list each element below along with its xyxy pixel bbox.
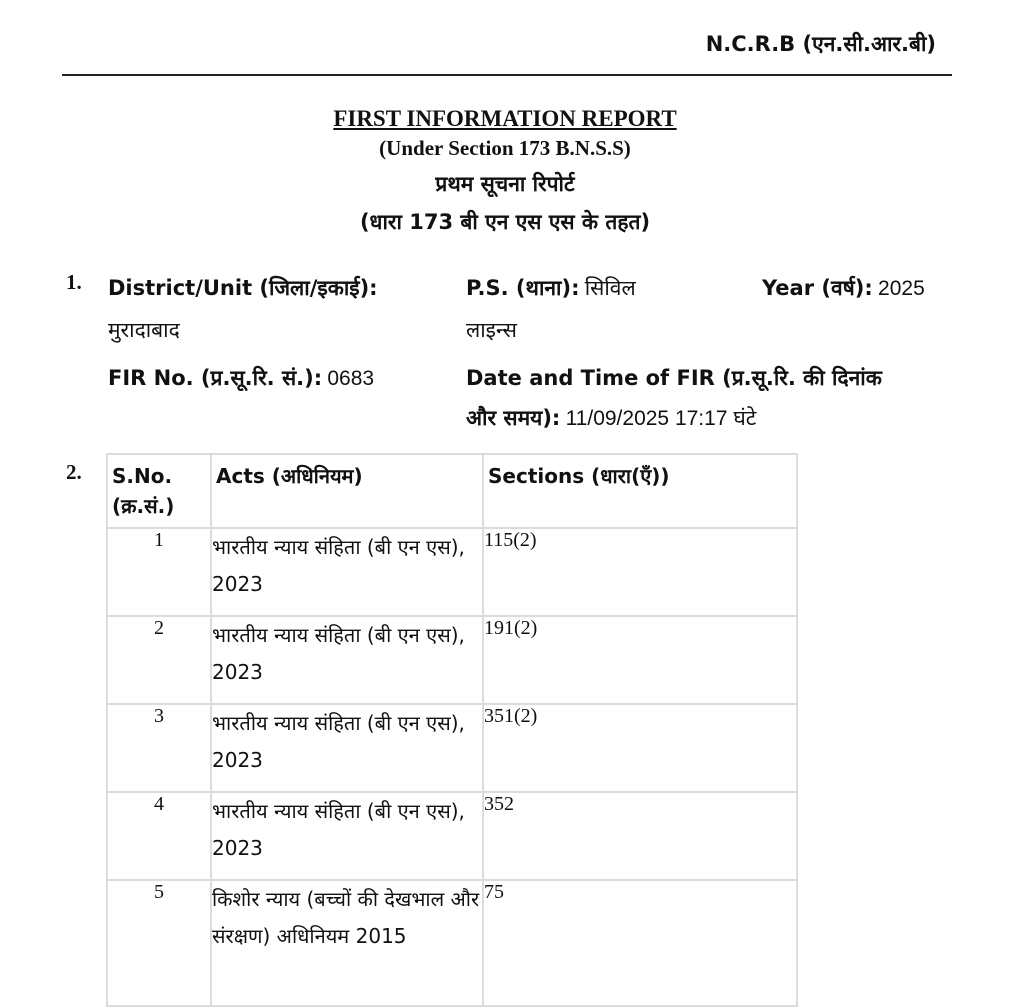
year-field — [762, 268, 925, 309]
row-act: भारतीय न्याय संहिता (बी एन एस), 2023 — [211, 528, 483, 616]
fir-number-field — [108, 358, 374, 399]
row-section: 351(2) — [483, 704, 797, 792]
table-row — [107, 704, 797, 792]
row-act: भारतीय न्याय संहिता (बी एन एस), 2023 — [211, 704, 483, 792]
district-label — [108, 268, 378, 308]
row-act: भारतीय न्याय संहिता (बी एन एस), 2023 — [211, 792, 483, 880]
table-header-row — [107, 454, 797, 528]
table-row — [107, 792, 797, 880]
fir-datetime-line2 — [466, 398, 756, 439]
fir-number-value: 0683 — [327, 367, 375, 390]
table-row — [107, 528, 797, 616]
year-value: 2025 — [878, 277, 925, 300]
row-act: भारतीय न्याय संहिता (बी एन एस), 2023 — [211, 616, 483, 704]
row-sno: 3 — [107, 704, 211, 792]
col-header-acts: Acts (अधिनियम) — [211, 454, 483, 528]
row-section: 115(2) — [483, 528, 797, 616]
row-section: 352 — [483, 792, 797, 880]
row-sno: 5 — [107, 880, 211, 1006]
ps-value-line2: लाइन्स — [466, 318, 517, 342]
fir-number-label: FIR No. (प्र.सू.रि. सं.): — [108, 366, 323, 390]
year-label: Year (वर्ष): — [762, 276, 873, 300]
report-section-hindi: (धारा 173 बी एन एस एस के तहत) — [359, 210, 651, 234]
acts-sections-table — [106, 453, 798, 1007]
report-under-section: (Under Section 173 B.N.S.S) — [379, 136, 631, 160]
fir-datetime-label-line1 — [466, 358, 882, 398]
report-title: FIRST INFORMATION REPORT — [333, 106, 677, 131]
row-section: 75 — [483, 880, 797, 1006]
report-title-hindi: प्रथम सूचना रिपोर्ट — [435, 172, 575, 196]
fir-datetime-label: Date and Time of FIR (प्र.सू.रि. की दिनांक — [466, 366, 882, 390]
row-sno: 4 — [107, 792, 211, 880]
row-sno: 1 — [107, 528, 211, 616]
section-1-number: 1. — [66, 270, 82, 294]
table-row — [107, 616, 797, 704]
ps-label-text: P.S. (थाना): — [466, 276, 580, 300]
section-2-number: 2. — [66, 460, 82, 484]
table-row — [107, 880, 797, 1006]
ncrb-code: N.C.R.B (एन.सी.आर.बी) — [705, 32, 936, 56]
fir-datetime-label-2: और समय): — [466, 406, 561, 430]
header-divider — [62, 74, 952, 76]
row-act: किशोर न्याय (बच्चों की देखभाल और संरक्षण) अधिनियम 2015 — [211, 880, 483, 1006]
ps-value-line1: सिविल — [584, 276, 636, 300]
col-header-sections: Sections (धारा(एँ)) — [483, 454, 797, 528]
row-sno: 2 — [107, 616, 211, 704]
district-value: मुरादाबाद — [108, 318, 180, 342]
district-label-text: District/Unit (जिला/इकाई): — [108, 276, 378, 300]
col-header-sno: S.No. (क्र.सं.) — [107, 454, 211, 528]
row-section: 191(2) — [483, 616, 797, 704]
fir-datetime-value: 11/09/2025 17:17 घंटे — [565, 407, 757, 430]
ps-label — [466, 268, 636, 308]
